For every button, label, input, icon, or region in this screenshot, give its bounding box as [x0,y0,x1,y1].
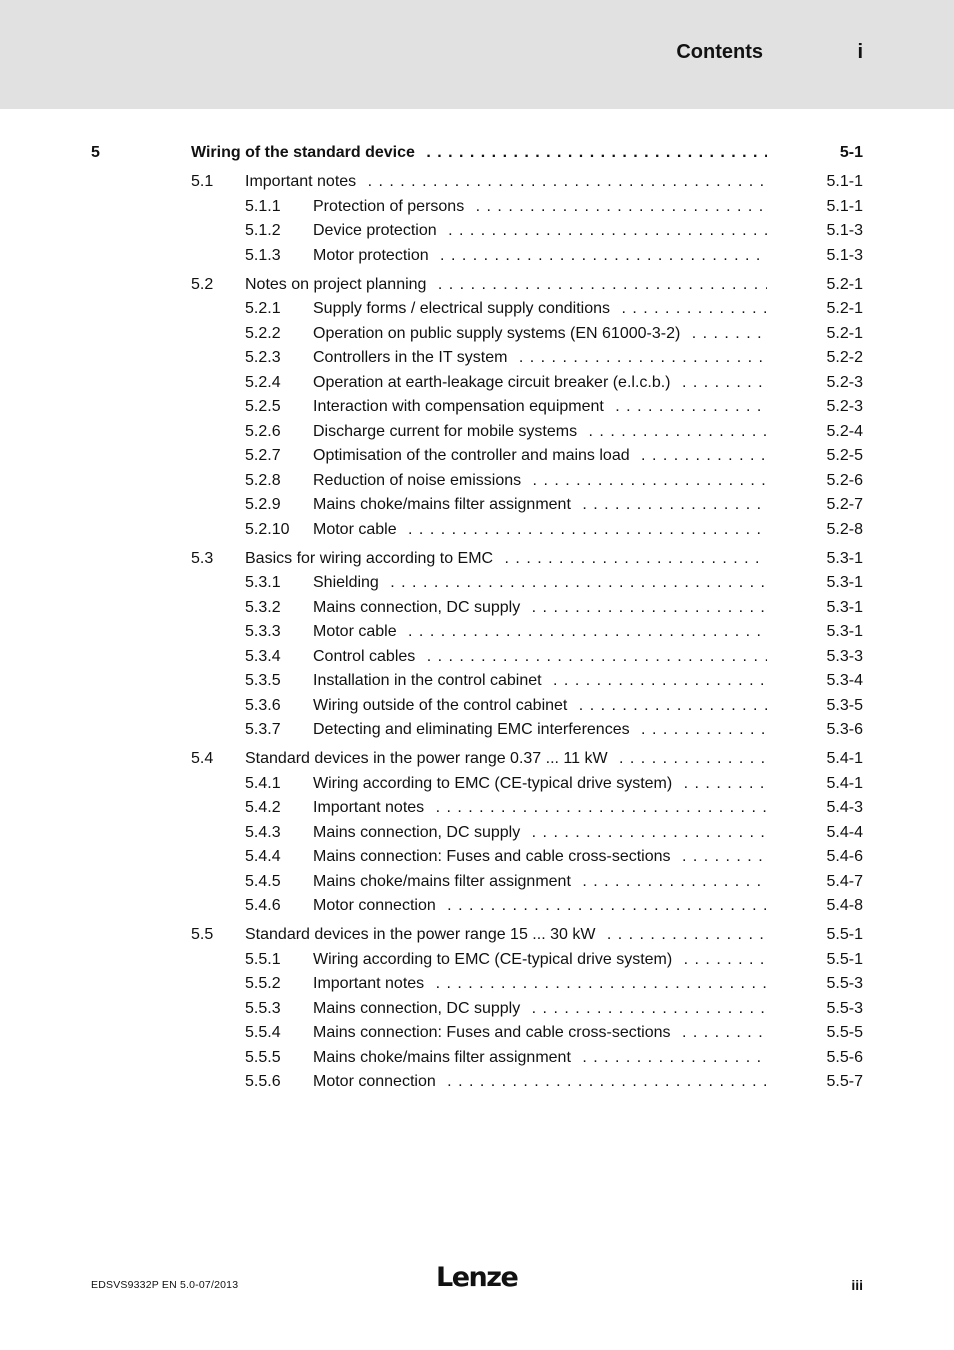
toc-entry-number: 5 [91,144,100,161]
toc-entry-title[interactable]: Interaction with compensation equipment [313,398,610,415]
toc-entry-title[interactable]: Device protection [313,222,443,239]
toc-entry-leader [313,646,767,668]
toc-entry-title[interactable]: Mains connection, DC supply [313,824,526,841]
toc-entry-leader [313,949,767,971]
toc-entry-leader [313,245,767,267]
toc-entry-title[interactable]: Operation on public supply systems (EN 61000-3-2) [313,325,686,342]
toc-entry-page[interactable]: 5.2-1 [826,324,863,342]
toc-entry-number: 5.4.5 [245,872,281,890]
toc-entry-title[interactable]: Optimisation of the controller and mains load [313,447,636,464]
toc-entry-leader [313,220,767,242]
toc-entry-page[interactable]: 5.2-8 [826,520,863,538]
toc-entry-leader [245,748,767,770]
toc-entry-leader [313,1022,767,1044]
toc-entry-leader [313,719,767,741]
toc-entry[interactable] [0,1071,954,1093]
toc-entry-leader [313,695,767,717]
toc-entry[interactable] [0,245,954,267]
toc-entry-title[interactable]: Wiring according to EMC (CE-typical drive system) [313,775,678,792]
toc-entry[interactable] [0,274,954,296]
toc-entry-page[interactable]: 5.4-1 [826,750,863,767]
toc-entry-leader [313,445,767,467]
toc-entry-number: 5.5.5 [245,1048,281,1066]
toc-entry-number: 5.3.1 [245,574,281,591]
toc-entry-title[interactable]: Mains choke/mains filter assignment [313,1049,577,1066]
toc-entry-leader [245,171,767,193]
toc-entry-leader [313,1071,767,1093]
toc-entry-title[interactable]: Reduction of noise emissions [313,472,527,489]
toc-entry[interactable] [0,372,954,394]
toc-entry-title[interactable]: Important notes [313,975,430,992]
toc-entry-title[interactable]: Important notes [313,799,430,816]
toc-entry-leader [313,196,767,218]
toc-entry-page[interactable]: 5.4-4 [826,823,863,841]
toc-entry-title[interactable]: Motor protection [313,247,435,264]
toc-entry-page[interactable]: 5.1-1 [826,197,863,215]
toc-entry[interactable] [0,822,954,844]
toc-entry-title[interactable]: Motor connection [313,897,442,914]
toc-entry-page[interactable]: 5.5-5 [826,1024,863,1041]
toc-entry-leader [313,323,767,345]
toc-entry-leader [245,548,767,570]
toc-entry-title[interactable]: Basics for wiring according to EMC [245,550,499,567]
toc-entry-page[interactable]: 5.3-1 [826,549,863,567]
toc-entry-number: 5.2.9 [245,496,281,513]
toc-entry-number: 5.2 [191,275,214,293]
toc-entry-title[interactable]: Mains choke/mains filter assignment [313,873,577,890]
toc-entry[interactable] [0,846,954,868]
toc-entry-number: 5.5.2 [245,975,281,992]
toc-entry-title[interactable]: Mains connection: Fuses and cable cross-sections [313,848,677,865]
toc-entry-leader [313,421,767,443]
toc-entry[interactable] [0,949,954,971]
toc-entry-page[interactable]: 5.3-1 [826,598,863,616]
toc-entry-page[interactable]: 5.2-2 [826,349,863,366]
toc-entry[interactable] [0,323,954,345]
toc-entry-title[interactable]: Discharge current for mobile systems [313,423,583,440]
toc-entry-title[interactable]: Notes on project planning [245,276,432,293]
toc-entry-page[interactable]: 5.1-1 [826,173,863,190]
toc-entry[interactable] [0,621,954,643]
toc-entry-leader [245,924,767,946]
toc-entry-leader [313,572,767,594]
toc-entry-leader [313,846,767,868]
toc-entry-title[interactable]: Mains connection: Fuses and cable cross-sections [313,1024,677,1041]
toc-entry[interactable] [0,298,954,320]
toc-entry-number: 5.3.2 [245,598,281,616]
document-id: EDSVS9332P EN 5.0-07/2013 [91,1279,239,1291]
toc-entry-title[interactable]: Mains connection, DC supply [313,599,526,616]
toc-entry-number: 5.5.4 [245,1024,281,1041]
toc-entry-number: 5.5.3 [245,999,281,1017]
toc-entry-title[interactable]: Controllers in the IT system [313,349,513,366]
toc-entry-number: 5.4.2 [245,799,281,816]
toc-entry-number: 5.2.1 [245,300,281,317]
toc-entry-title[interactable]: Shielding [313,574,385,591]
toc-entry-number: 5.4 [191,750,214,767]
toc-entry-page[interactable]: 5-1 [839,144,863,161]
toc-entry-title[interactable]: Operation at earth-leakage circuit breaker (e.l.c.b.) [313,374,677,391]
toc-entry-number: 5.2.4 [245,373,281,391]
toc-entry-title[interactable]: Detecting and eliminating EMC interferences [313,721,636,738]
toc-entry-number: 5.4.3 [245,823,281,841]
toc-entry-page[interactable]: 5.3-4 [826,672,863,689]
toc-entry-page[interactable]: 5.2-5 [826,447,863,464]
toc-entry-title[interactable]: Standard devices in the power range 15 ... 30 kW [245,926,601,943]
toc-entry-title[interactable]: Wiring outside of the control cabinet [313,697,573,714]
toc-entry-page[interactable]: 5.4-6 [826,848,863,865]
toc-entry-number: 5.2.5 [245,398,281,415]
toc-entry-leader [313,822,767,844]
toc-entry[interactable] [0,421,954,443]
toc-entry-leader [313,494,767,516]
toc-entry[interactable] [0,171,954,193]
toc-entry-leader [313,871,767,893]
toc-entry[interactable] [0,142,954,164]
toc-entry-leader [245,274,767,296]
toc-entry-number: 5.3.5 [245,672,281,689]
toc-entry[interactable] [0,548,954,570]
toc-entry-leader [313,470,767,492]
toc-entry[interactable] [0,519,954,541]
toc-entry-title[interactable]: Motor cable [313,521,403,538]
toc-entry-title[interactable]: Wiring of the standard device [191,144,421,161]
toc-entry[interactable] [0,196,954,218]
toc-entry-title[interactable]: Standard devices in the power range 0.37 ... 11 kW [245,750,614,767]
toc-entry-page[interactable]: 5.1-3 [826,246,863,264]
toc-entry-leader [313,372,767,394]
page-number: iii [851,1277,863,1293]
toc-entry-page[interactable]: 5.2-1 [826,300,863,317]
toc-entry-page[interactable]: 5.3-5 [826,696,863,714]
toc-entry-page[interactable]: 5.3-1 [826,623,863,640]
toc-entry-number: 5.4.1 [245,774,281,792]
toc-entry-page[interactable]: 5.3-1 [826,574,863,591]
toc-entry[interactable] [0,470,954,492]
toc-entry-number: 5.2.8 [245,471,281,489]
toc-entry-title[interactable]: Protection of persons [313,198,470,215]
header-band [0,0,954,109]
toc-entry-page[interactable]: 5.5-3 [826,975,863,992]
toc-entry[interactable] [0,670,954,692]
toc-entry-number: 5.2.3 [245,349,281,366]
toc-entry[interactable] [0,1022,954,1044]
toc-entry[interactable] [0,347,954,369]
toc-entry-leader [313,519,767,541]
toc-entry[interactable] [0,572,954,594]
toc-entry-number: 5.3.7 [245,721,281,738]
toc-entry-number: 5.3.3 [245,623,281,640]
toc-entry-page[interactable]: 5.2-3 [826,373,863,391]
toc-entry-leader [313,797,767,819]
toc-entry-number: 5.1.2 [245,222,281,239]
toc-entry[interactable] [0,748,954,770]
toc-entry-number: 5.3 [191,549,214,567]
toc-entry[interactable] [0,597,954,619]
toc-entry-leader [313,973,767,995]
toc-entry-page[interactable]: 5.2-1 [826,275,863,293]
toc-entry[interactable] [0,445,954,467]
toc-entry-leader [313,895,767,917]
toc-entry[interactable] [0,220,954,242]
toc-entry-title[interactable]: Mains choke/mains filter assignment [313,496,577,513]
toc-entry-page[interactable]: 5.5-1 [826,926,863,943]
toc-entry-number: 5.1.3 [245,246,281,264]
toc-entry-page[interactable]: 5.4-1 [826,774,863,792]
toc-entry[interactable] [0,871,954,893]
lenze-logo: Lenze [436,1262,518,1293]
toc-entry[interactable] [0,719,954,741]
toc-entry-page[interactable]: 5.2-6 [826,471,863,489]
toc-entry-title[interactable]: Important notes [245,173,362,190]
toc-entry-page[interactable]: 5.3-6 [826,721,863,738]
toc-entry-page[interactable]: 5.5-7 [826,1073,863,1090]
toc-entry-page[interactable]: 5.1-3 [826,222,863,239]
toc-entry-page[interactable]: 5.4-8 [826,897,863,914]
toc-entry-page[interactable]: 5.5-3 [826,999,863,1017]
toc-entry-title[interactable]: Mains connection, DC supply [313,1000,526,1017]
toc-entry-title[interactable]: Motor cable [313,623,403,640]
toc-entry-number: 5.2.2 [245,324,281,342]
toc-entry-page[interactable]: 5.5-1 [826,950,863,968]
toc-entry[interactable] [0,773,954,795]
toc-entry-leader [313,773,767,795]
toc-entry[interactable] [0,646,954,668]
toc-entry-leader [313,597,767,619]
page-title: Contents [676,41,763,63]
toc-entry-page[interactable]: 5.3-3 [826,647,863,665]
toc-entry[interactable] [0,973,954,995]
toc-entry-number: 5.1.1 [245,197,281,215]
toc-entry-title[interactable]: Installation in the control cabinet [313,672,548,689]
toc-entry[interactable] [0,895,954,917]
toc-entry-number: 5.5.1 [245,950,281,968]
chapter-index: i [857,41,863,63]
toc-entry[interactable] [0,924,954,946]
toc-entry-title[interactable]: Motor connection [313,1073,442,1090]
toc-entry-number: 5.3.4 [245,647,281,665]
toc-entry-title[interactable]: Supply forms / electrical supply conditions [313,300,616,317]
toc-entry-number: 5.1 [191,173,214,190]
toc-entry-title[interactable]: Wiring according to EMC (CE-typical drive system) [313,951,678,968]
toc-entry[interactable] [0,494,954,516]
toc-entry-number: 5.2.10 [245,520,290,538]
toc-entry-leader [313,621,767,643]
toc-entry-leader [191,142,767,164]
toc-entry-number: 5.3.6 [245,696,281,714]
toc-entry-page[interactable]: 5.5-6 [826,1048,863,1066]
toc-entry-page[interactable]: 5.2-4 [826,422,863,440]
toc-entry-leader [313,298,767,320]
toc-entry[interactable] [0,998,954,1020]
toc-entry-leader [313,396,767,418]
toc-entry[interactable] [0,797,954,819]
toc-entry[interactable] [0,695,954,717]
toc-entry-number: 5.4.4 [245,848,281,865]
toc-entry-page[interactable]: 5.2-3 [826,398,863,415]
toc-entry-number: 5.5.6 [245,1073,281,1090]
toc-entry-leader [313,998,767,1020]
toc-entry[interactable] [0,1047,954,1069]
toc-entry-leader [313,1047,767,1069]
toc-entry-number: 5.5 [191,926,214,943]
toc-entry-title[interactable]: Control cables [313,648,421,665]
toc-entry-number: 5.2.7 [245,447,281,464]
toc-entry[interactable] [0,396,954,418]
toc-entry-number: 5.4.6 [245,897,281,914]
toc-entry-page[interactable]: 5.4-3 [826,799,863,816]
toc-entry-leader [313,670,767,692]
toc-entry-page[interactable]: 5.2-7 [826,496,863,513]
toc-entry-number: 5.2.6 [245,422,281,440]
toc-entry-leader [313,347,767,369]
toc-entry-page[interactable]: 5.4-7 [826,872,863,890]
